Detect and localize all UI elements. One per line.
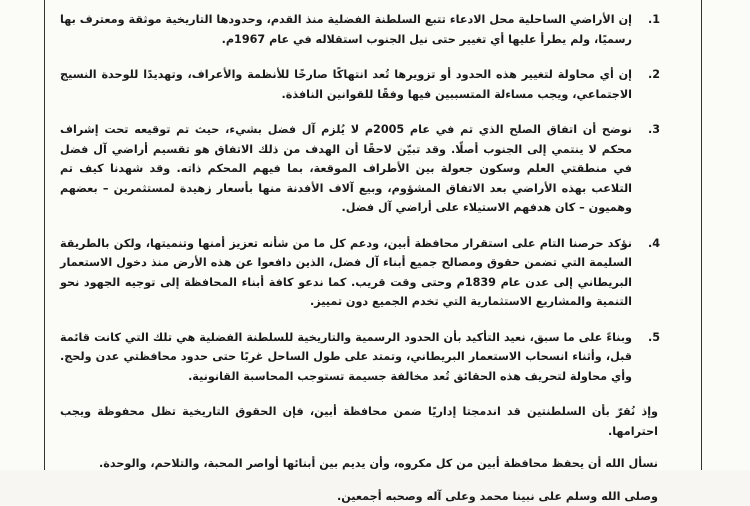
item-number: .1	[636, 10, 660, 30]
item-text: وبناءً على ما سبق، نعيد التأكيد بأن الحدود الرسمية والتاريخية للسلطنة الفضلية هي تلك التي كانت قائمة قبل، وأثناء انسحاب الاستعمار البريطاني، وتمتد على طول الساحل غربًا حتى حدود محافظتي عدن ولحج. وأي محاولة لتحريف هذه الحقائق تُعد مخالفة جسيمة تستوجب المحاسبة القانونية.	[60, 328, 632, 387]
closing-paragraph-2: نسأل الله أن يحفظ محافظة أبين من كل مكروه، وأن يديم بين أبنائها أواصر المحبة، والتلاحم، والوحدة.	[60, 454, 660, 474]
item-number: .5	[636, 328, 660, 348]
list-item-2	[60, 65, 660, 104]
item-number: .2	[636, 65, 660, 85]
item-number: .4	[636, 234, 660, 254]
list-item-5	[60, 328, 660, 387]
item-text: نوضح أن اتفاق الصلح الذي تم في عام 2005م لا يُلزم آل فضل بشيء، حيث تم توقيعه تحت إشراف محكم لا ينتمي إلى الجنوب أصلًا. وقد تبيّن لاحقًا أن الهدف من ذلك الاتفاق هو تقسيم أراضي آل فضل في منطقتي العلم وسكون جعولة بين الأطراف الموقعة، بما فيهم المحكم ذاته. وقد شهدنا كيف تم التلاعب بهذه الأراضي بعد الاتفاق المشؤوم، وبيع آلاف الأفدنة منها بأسعار زهيدة لمستثمرين – بعضهم وهميون – كان هدفهم الاستيلاء على أراضي آل فضل.	[60, 120, 632, 218]
closing-paragraph-1: وإذ نُقرّ بأن السلطنتين قد اندمجتا إداريًا ضمن محافظة أبين، فإن الحقوق التاريخية تظل محفوظة ويجب احترامها.	[60, 402, 660, 441]
document-body	[60, 10, 660, 506]
closing-paragraph-3: وصلى الله وسلم على نبينا محمد وعلى آله وصحبه أجمعين.	[60, 487, 660, 506]
item-text: إن أي محاولة لتغيير هذه الحدود أو تزويرها تُعد انتهاكًا صارخًا للأنظمة والأعراف، وتهديدًا للوحدة النسيج الاجتماعي، ويجب مساءلة المتسببين فيها وفقًا للقوانين النافذة.	[60, 65, 632, 104]
item-text: إن الأراضي الساحلية محل الادعاء تتبع السلطنة الفضلية منذ القدم، وحدودها التاريخية موثقة ومعترف بها رسميًا، ولم يطرأ عليها أي تغيير حتى نيل الجنوب استقلاله في عام 1967م.	[60, 10, 632, 49]
item-number: .3	[636, 120, 660, 140]
list-item-1	[60, 10, 660, 49]
item-text: نؤكد حرصنا التام على استقرار محافظة أبين، ودعم كل ما من شأنه تعزيز أمنها وتنميتها، ولكن بالطريقة السليمة التي تضمن حقوق ومصالح جميع أبناء آل فضل، الذين دافعوا عن هذه الأرض منذ دخول الاستعمار البريطاني إلى عدن عام 1839م وحتى وقت قريب. كما ندعو كافة أبناء المحافظة إلى توجيه الجهود نحو التنمية والمشاريع الاستثمارية التي تخدم الجميع دون تمييز.	[60, 234, 632, 312]
list-item-4	[60, 234, 660, 312]
list-item-3	[60, 120, 660, 218]
